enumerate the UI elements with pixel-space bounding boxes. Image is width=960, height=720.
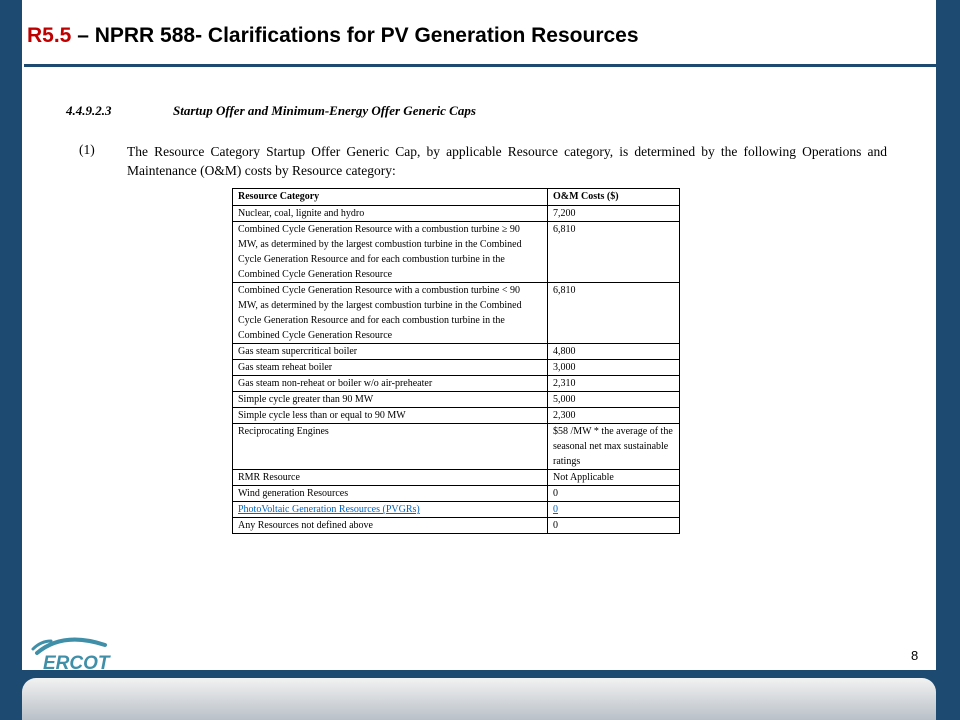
frame-right [936, 0, 960, 720]
table-row [233, 408, 680, 424]
table-row [233, 502, 680, 518]
resource-category-cell: Simple cycle greater than 90 MW [233, 392, 548, 408]
pvgr-link[interactable]: PhotoVoltaic Generation Resources (PVGRs) [238, 504, 420, 515]
om-cost-cell: $58 /MW * the average of the seasonal net max sustainable ratings [548, 424, 680, 470]
table-row [233, 206, 680, 222]
resource-category-cell: Reciprocating Engines [233, 424, 548, 470]
om-cost-cell: 4,800 [548, 344, 680, 360]
section-number: 4.4.9.2.3 [66, 103, 112, 118]
cost-table [232, 188, 680, 534]
bottom-bar [22, 678, 936, 720]
ercot-logo-icon [27, 633, 117, 675]
slide-title-accent: R5.5 [27, 24, 72, 47]
header-om-costs: O&M Costs ($) [548, 189, 680, 206]
resource-category-cell: Any Resources not defined above [233, 518, 548, 534]
table-row [233, 470, 680, 486]
slide-title-text: – NPRR 588- Clarifications for PV Generation Resources [71, 24, 639, 47]
table-row [233, 518, 680, 534]
resource-category-cell: Combined Cycle Generation Resource with a combustion turbine ≥ 90 MW, as determined by the largest combustion turbine in the Combined Cycle Generation Resource and for each combustion turbine in the Combined Cycle Generation Resource [233, 222, 548, 283]
om-cost-cell: 5,000 [548, 392, 680, 408]
om-cost-cell: 6,810 [548, 222, 680, 283]
table-row [233, 424, 680, 470]
table-row [233, 283, 680, 344]
om-cost-cell: 0 [548, 518, 680, 534]
om-cost-cell: 7,200 [548, 206, 680, 222]
header-resource-category: Resource Category [233, 189, 548, 206]
resource-category-cell: Gas steam supercritical boiler [233, 344, 548, 360]
page-number: 8 [911, 648, 919, 663]
slide-title [27, 24, 639, 48]
resource-category-cell: Combined Cycle Generation Resource with a combustion turbine < 90 MW, as determined by the largest combustion turbine in the Combined Cycle Generation Resource and for each combustion turbine in the Combined Cycle Generation Resource [233, 283, 548, 344]
resource-category-cell: Gas steam non-reheat or boiler w/o air-preheater [233, 376, 548, 392]
paragraph-text: The Resource Category Startup Offer Generic Cap, by applicable Resource category, is determined by the following Operations and Maintenance (O&M) costs by Resource category: [127, 144, 887, 178]
resource-category-cell: Nuclear, coal, lignite and hydro [233, 206, 548, 222]
om-cost-cell: 3,000 [548, 360, 680, 376]
om-cost-cell: 2,300 [548, 408, 680, 424]
resource-category-cell: Wind generation Resources [233, 486, 548, 502]
resource-category-cell: RMR Resource [233, 470, 548, 486]
om-cost-cell: 0 [548, 486, 680, 502]
resource-category-cell [233, 502, 548, 518]
table-row [233, 486, 680, 502]
om-cost-cell: 2,310 [548, 376, 680, 392]
table-row [233, 222, 680, 283]
paragraph-number: (1) [79, 142, 95, 157]
table-header-row [233, 189, 680, 206]
frame-left [0, 0, 22, 720]
logo-text: ERCOT [43, 653, 110, 674]
resource-category-cell: Simple cycle less than or equal to 90 MW [233, 408, 548, 424]
table-row [233, 360, 680, 376]
om-cost-cell [548, 502, 680, 518]
table-row [233, 376, 680, 392]
table-row [233, 392, 680, 408]
section-title: Startup Offer and Minimum-Energy Offer Generic Caps [173, 103, 476, 118]
om-cost-cell: Not Applicable [548, 470, 680, 486]
title-divider [24, 64, 936, 67]
table-row [233, 344, 680, 360]
resource-category-cell: Gas steam reheat boiler [233, 360, 548, 376]
om-cost-cell: 6,810 [548, 283, 680, 344]
pvgr-cost-link[interactable]: 0 [553, 504, 558, 515]
